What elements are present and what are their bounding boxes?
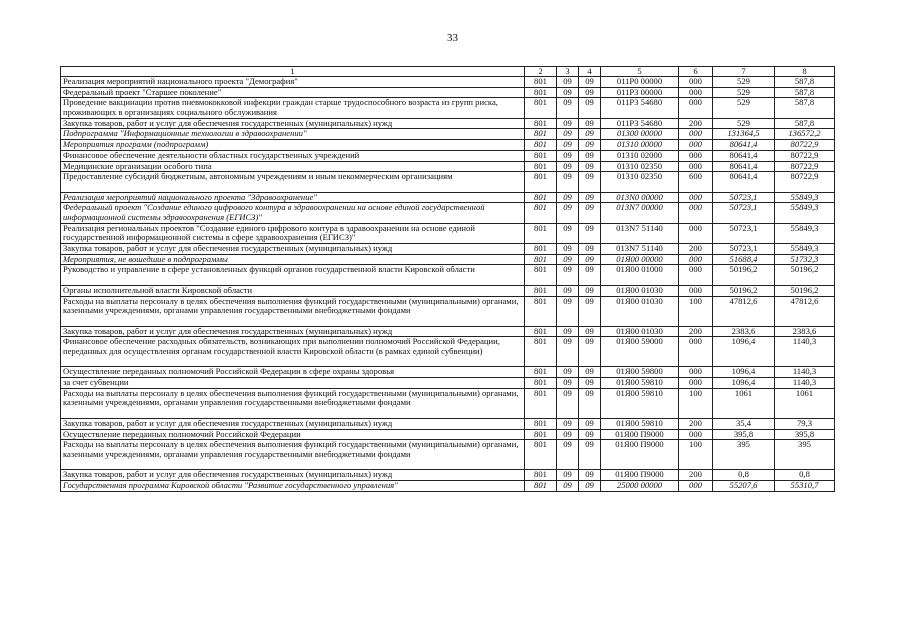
amount-cell: 47812,6: [713, 296, 775, 326]
amount-cell: 50196,2: [775, 285, 835, 296]
section-cell: 09: [557, 367, 579, 378]
code-cell: 801: [525, 440, 557, 470]
section-cell: 09: [557, 296, 579, 326]
row-name-cell: Закупка товаров, работ и услуг для обеспечения государственных (муниципальных) нужд: [61, 118, 525, 129]
expense-type-cell: 000: [679, 481, 713, 492]
expense-type-cell: 200: [679, 418, 713, 429]
code-cell: 801: [525, 337, 557, 367]
expense-type-cell: 000: [679, 192, 713, 203]
section-cell: 09: [557, 378, 579, 389]
code-cell: 801: [525, 254, 557, 265]
expense-type-cell: 200: [679, 244, 713, 255]
code-cell: 801: [525, 244, 557, 255]
amount-cell: 80722,9: [775, 172, 835, 192]
row-name-cell: Предоставление субсидий бюджетным, автономным учреждениям и иным некоммерческим организациям: [61, 172, 525, 192]
section-cell: 09: [557, 265, 579, 285]
target-article-cell: 01300 00000: [601, 129, 679, 140]
section-cell: 09: [557, 470, 579, 481]
amount-cell: 529: [713, 87, 775, 98]
table-row: [61, 418, 835, 429]
subsection-cell: 09: [579, 140, 601, 151]
target-article-cell: 01Я00 01030: [601, 285, 679, 296]
row-name-cell: Мероприятия программ (подпрограмм): [61, 140, 525, 151]
row-name-cell: Осуществление переданных полномочий Российской Федерации: [61, 429, 525, 440]
amount-cell: 50723,1: [713, 203, 775, 223]
row-name-cell: Расходы на выплаты персоналу в целях обеспечения выполнения функций государственными (муниципальными) органами, казенными учреждениями, органами управления государственными внебюджетными фондами: [61, 440, 525, 470]
subsection-cell: 09: [579, 161, 601, 172]
subsection-cell: 09: [579, 244, 601, 255]
amount-cell: 1096,4: [713, 378, 775, 389]
amount-cell: 395: [775, 440, 835, 470]
expense-type-cell: 000: [679, 378, 713, 389]
amount-cell: 587,8: [775, 118, 835, 129]
expense-type-cell: 000: [679, 161, 713, 172]
page-number: 33: [447, 32, 458, 44]
table-row: [61, 296, 835, 326]
header-cell: 1: [61, 67, 525, 77]
amount-cell: 1140,3: [775, 367, 835, 378]
amount-cell: 395: [713, 440, 775, 470]
subsection-cell: 09: [579, 77, 601, 88]
amount-cell: 51688,4: [713, 254, 775, 265]
table-row: [61, 203, 835, 223]
table-row: [61, 378, 835, 389]
table-row: [61, 140, 835, 151]
section-cell: 09: [557, 244, 579, 255]
target-article-cell: 01Я00 01030: [601, 296, 679, 326]
expense-type-cell: 000: [679, 98, 713, 118]
section-cell: 09: [557, 440, 579, 470]
amount-cell: 50196,2: [775, 265, 835, 285]
table-row: [61, 285, 835, 296]
amount-cell: 395,8: [713, 429, 775, 440]
table-row: [61, 244, 835, 255]
amount-cell: 587,8: [775, 77, 835, 88]
section-cell: 09: [557, 481, 579, 492]
target-article-cell: 011Р3 54680: [601, 98, 679, 118]
section-cell: 09: [557, 140, 579, 151]
section-cell: 09: [557, 161, 579, 172]
amount-cell: 1140,3: [775, 378, 835, 389]
section-cell: 09: [557, 254, 579, 265]
subsection-cell: 09: [579, 326, 601, 337]
header-cell: 2: [525, 67, 557, 77]
row-name-cell: Проведение вакцинации против пневмококковой инфекции граждан старше трудоспособного возраста из групп риска, проживающих в организациях социального обслуживания: [61, 98, 525, 118]
target-article-cell: 01Я00 59810: [601, 418, 679, 429]
code-cell: 801: [525, 481, 557, 492]
code-cell: 801: [525, 285, 557, 296]
row-name-cell: Расходы на выплаты персоналу в целях обеспечения выполнения функций государственными (муниципальными) органами, казенными учреждениями, органами управления государственными внебюджетными фондами: [61, 296, 525, 326]
row-name-cell: Государственная программа Кировской области "Развитие государственного управления": [61, 481, 525, 492]
target-article-cell: 01Я00 59800: [601, 367, 679, 378]
target-article-cell: 01Я00 59810: [601, 388, 679, 418]
expense-type-cell: 100: [679, 440, 713, 470]
code-cell: 801: [525, 265, 557, 285]
code-cell: 801: [525, 418, 557, 429]
expense-type-cell: 200: [679, 326, 713, 337]
expense-type-cell: 000: [679, 140, 713, 151]
expense-type-cell: 000: [679, 129, 713, 140]
expense-type-cell: 200: [679, 470, 713, 481]
section-cell: 09: [557, 87, 579, 98]
row-name-cell: Мероприятия, не вошедшие в подпрограммы: [61, 254, 525, 265]
amount-cell: 131364,5: [713, 129, 775, 140]
target-article-cell: 01Я00 П9000: [601, 429, 679, 440]
amount-cell: 0,8: [713, 470, 775, 481]
amount-cell: 529: [713, 118, 775, 129]
row-name-cell: Осуществление переданных полномочий Российской Федерации в сфере охраны здоровья: [61, 367, 525, 378]
amount-cell: 55849,3: [775, 223, 835, 243]
section-cell: 09: [557, 388, 579, 418]
subsection-cell: 09: [579, 440, 601, 470]
target-article-cell: 011Р3 00000: [601, 87, 679, 98]
table-row: [61, 192, 835, 203]
section-cell: 09: [557, 150, 579, 161]
code-cell: 801: [525, 223, 557, 243]
amount-cell: 51732,3: [775, 254, 835, 265]
amount-cell: 50196,2: [713, 265, 775, 285]
table-row: [61, 388, 835, 418]
section-cell: 09: [557, 118, 579, 129]
table-row: [61, 223, 835, 243]
code-cell: 801: [525, 203, 557, 223]
table-row: [61, 481, 835, 492]
amount-cell: 587,8: [775, 98, 835, 118]
table-row: [61, 98, 835, 118]
subsection-cell: 09: [579, 378, 601, 389]
header-cell: 3: [557, 67, 579, 77]
target-article-cell: 01Я00 П9000: [601, 440, 679, 470]
target-article-cell: 01Я00 00000: [601, 254, 679, 265]
amount-cell: 79,3: [775, 418, 835, 429]
section-cell: 09: [557, 77, 579, 88]
expense-type-cell: 000: [679, 87, 713, 98]
subsection-cell: 09: [579, 87, 601, 98]
row-name-cell: Финансовое обеспечение расходных обязательств, возникающих при выполнении полномочий Российской Федерации, переданных для осуществления органам государственной власти Кировской области (в рамках единой субвенции): [61, 337, 525, 367]
target-article-cell: 011Р3 54680: [601, 118, 679, 129]
row-name-cell: Органы исполнительной власти Кировской области: [61, 285, 525, 296]
row-name-cell: Закупка товаров, работ и услуг для обеспечения государственных (муниципальных) нужд: [61, 326, 525, 337]
header-cell: 5: [601, 67, 679, 77]
amount-cell: 80722,9: [775, 161, 835, 172]
target-article-cell: 01Я00 П9000: [601, 470, 679, 481]
code-cell: 801: [525, 429, 557, 440]
subsection-cell: 09: [579, 285, 601, 296]
subsection-cell: 09: [579, 296, 601, 326]
amount-cell: 80641,4: [713, 161, 775, 172]
amount-cell: 395,8: [775, 429, 835, 440]
subsection-cell: 09: [579, 150, 601, 161]
table-row: [61, 429, 835, 440]
target-article-cell: 01310 02000: [601, 150, 679, 161]
subsection-cell: 09: [579, 172, 601, 192]
subsection-cell: 09: [579, 429, 601, 440]
target-article-cell: 01310 02350: [601, 161, 679, 172]
row-name-cell: за счет субвенции: [61, 378, 525, 389]
code-cell: 801: [525, 98, 557, 118]
row-name-cell: Реализация региональных проектов "Создание единого цифрового контура в здравоохранении на основе единой государственной информационной системы в сфере здравоохранения (ЕГИСЗ)": [61, 223, 525, 243]
code-cell: 801: [525, 150, 557, 161]
section-cell: 09: [557, 192, 579, 203]
table-row: [61, 172, 835, 192]
table-row: [61, 470, 835, 481]
expense-type-cell: 000: [679, 367, 713, 378]
table-row: [61, 440, 835, 470]
table-row: [61, 77, 835, 88]
header-cell: 7: [713, 67, 775, 77]
section-cell: 09: [557, 337, 579, 367]
row-name-cell: Закупка товаров, работ и услуг для обеспечения государственных (муниципальных) нужд: [61, 244, 525, 255]
table-row: [61, 265, 835, 285]
section-cell: 09: [557, 418, 579, 429]
subsection-cell: 09: [579, 418, 601, 429]
target-article-cell: 01Я00 01000: [601, 265, 679, 285]
subsection-cell: 09: [579, 265, 601, 285]
amount-cell: 1061: [713, 388, 775, 418]
expense-type-cell: 100: [679, 388, 713, 418]
amount-cell: 1096,4: [713, 337, 775, 367]
amount-cell: 136572,2: [775, 129, 835, 140]
code-cell: 801: [525, 470, 557, 481]
subsection-cell: 09: [579, 388, 601, 418]
code-cell: 801: [525, 378, 557, 389]
target-article-cell: 011Р0 00000: [601, 77, 679, 88]
header-cell: 8: [775, 67, 835, 77]
subsection-cell: 09: [579, 367, 601, 378]
target-article-cell: 013N0 00000: [601, 192, 679, 203]
code-cell: 801: [525, 192, 557, 203]
expense-type-cell: 000: [679, 337, 713, 367]
row-name-cell: Реализация мероприятий национального проекта "Демография": [61, 77, 525, 88]
amount-cell: 1061: [775, 388, 835, 418]
subsection-cell: 09: [579, 98, 601, 118]
amount-cell: 55849,3: [775, 203, 835, 223]
target-article-cell: 013N7 51140: [601, 223, 679, 243]
row-name-cell: Руководство и управление в сфере установленных функций органов государственной власти Кировской области: [61, 265, 525, 285]
table-row: [61, 367, 835, 378]
subsection-cell: 09: [579, 254, 601, 265]
table-header-row: [61, 67, 835, 77]
amount-cell: 80722,9: [775, 150, 835, 161]
code-cell: 801: [525, 129, 557, 140]
amount-cell: 50723,1: [713, 192, 775, 203]
target-article-cell: 01Я00 59810: [601, 378, 679, 389]
amount-cell: 80722,9: [775, 140, 835, 151]
table-row: [61, 150, 835, 161]
target-article-cell: 01310 02350: [601, 172, 679, 192]
code-cell: 801: [525, 388, 557, 418]
row-name-cell: Реализация мероприятий национального проекта "Здравоохранение": [61, 192, 525, 203]
table-row: [61, 254, 835, 265]
budget-table: [60, 66, 835, 492]
target-article-cell: 01Я00 59000: [601, 337, 679, 367]
subsection-cell: 09: [579, 203, 601, 223]
expense-type-cell: 000: [679, 77, 713, 88]
code-cell: 801: [525, 172, 557, 192]
amount-cell: 47812,6: [775, 296, 835, 326]
code-cell: 801: [525, 118, 557, 129]
expense-type-cell: 000: [679, 285, 713, 296]
subsection-cell: 09: [579, 481, 601, 492]
amount-cell: 50723,1: [713, 223, 775, 243]
code-cell: 801: [525, 77, 557, 88]
expense-type-cell: 000: [679, 150, 713, 161]
row-name-cell: Закупка товаров, работ и услуг для обеспечения государственных (муниципальных) нужд: [61, 418, 525, 429]
subsection-cell: 09: [579, 192, 601, 203]
row-name-cell: Закупка товаров, работ и услуг для обеспечения государственных (муниципальных) нужд: [61, 470, 525, 481]
table-row: [61, 87, 835, 98]
subsection-cell: 09: [579, 118, 601, 129]
header-cell: 6: [679, 67, 713, 77]
amount-cell: 80641,4: [713, 150, 775, 161]
amount-cell: 55207,6: [713, 481, 775, 492]
code-cell: 801: [525, 87, 557, 98]
code-cell: 801: [525, 161, 557, 172]
amount-cell: 55310,7: [775, 481, 835, 492]
row-name-cell: Федеральный проект "Старшее поколение": [61, 87, 525, 98]
expense-type-cell: 000: [679, 223, 713, 243]
section-cell: 09: [557, 129, 579, 140]
expense-type-cell: 000: [679, 254, 713, 265]
section-cell: 09: [557, 223, 579, 243]
table-row: [61, 129, 835, 140]
section-cell: 09: [557, 326, 579, 337]
target-article-cell: 013N7 00000: [601, 203, 679, 223]
target-article-cell: 013N7 51140: [601, 244, 679, 255]
amount-cell: 80641,4: [713, 172, 775, 192]
amount-cell: 0,8: [775, 470, 835, 481]
table-row: [61, 118, 835, 129]
row-name-cell: Финансовое обеспечение деятельности областных государственных учреждений: [61, 150, 525, 161]
section-cell: 09: [557, 429, 579, 440]
subsection-cell: 09: [579, 129, 601, 140]
expense-type-cell: 000: [679, 265, 713, 285]
amount-cell: 1140,3: [775, 337, 835, 367]
section-cell: 09: [557, 203, 579, 223]
subsection-cell: 09: [579, 223, 601, 243]
row-name-cell: Расходы на выплаты персоналу в целях обеспечения выполнения функций государственными (муниципальными) органами, казенными учреждениями, органами управления государственными внебюджетными фондами: [61, 388, 525, 418]
subsection-cell: 09: [579, 337, 601, 367]
amount-cell: 35,4: [713, 418, 775, 429]
table-row: [61, 337, 835, 367]
expense-type-cell: 600: [679, 172, 713, 192]
row-name-cell: Федеральный проект "Создание единого цифрового контура в здравоохранении на основе единой государственной информационной системы здравоохранения (ЕГИСЗ)": [61, 203, 525, 223]
amount-cell: 1096,4: [713, 367, 775, 378]
subsection-cell: 09: [579, 470, 601, 481]
row-name-cell: Подпрограмма "Информационные технологии в здравоохранении": [61, 129, 525, 140]
amount-cell: 529: [713, 77, 775, 88]
expense-type-cell: 100: [679, 296, 713, 326]
section-cell: 09: [557, 98, 579, 118]
amount-cell: 2383,6: [713, 326, 775, 337]
expense-type-cell: 200: [679, 118, 713, 129]
target-article-cell: 01310 00000: [601, 140, 679, 151]
amount-cell: 50196,2: [713, 285, 775, 296]
amount-cell: 587,8: [775, 87, 835, 98]
code-cell: 801: [525, 296, 557, 326]
amount-cell: 55849,3: [775, 192, 835, 203]
expense-type-cell: 000: [679, 429, 713, 440]
amount-cell: 55849,3: [775, 244, 835, 255]
code-cell: 801: [525, 367, 557, 378]
header-cell: 4: [579, 67, 601, 77]
code-cell: 801: [525, 140, 557, 151]
amount-cell: 2383,6: [775, 326, 835, 337]
amount-cell: 80641,4: [713, 140, 775, 151]
expense-type-cell: 000: [679, 203, 713, 223]
target-article-cell: 25000 00000: [601, 481, 679, 492]
amount-cell: 50723,1: [713, 244, 775, 255]
section-cell: 09: [557, 172, 579, 192]
target-article-cell: 01Я00 01030: [601, 326, 679, 337]
code-cell: 801: [525, 326, 557, 337]
amount-cell: 529: [713, 98, 775, 118]
row-name-cell: Медицинские организации особого типа: [61, 161, 525, 172]
table-row: [61, 161, 835, 172]
section-cell: 09: [557, 285, 579, 296]
table-row: [61, 326, 835, 337]
